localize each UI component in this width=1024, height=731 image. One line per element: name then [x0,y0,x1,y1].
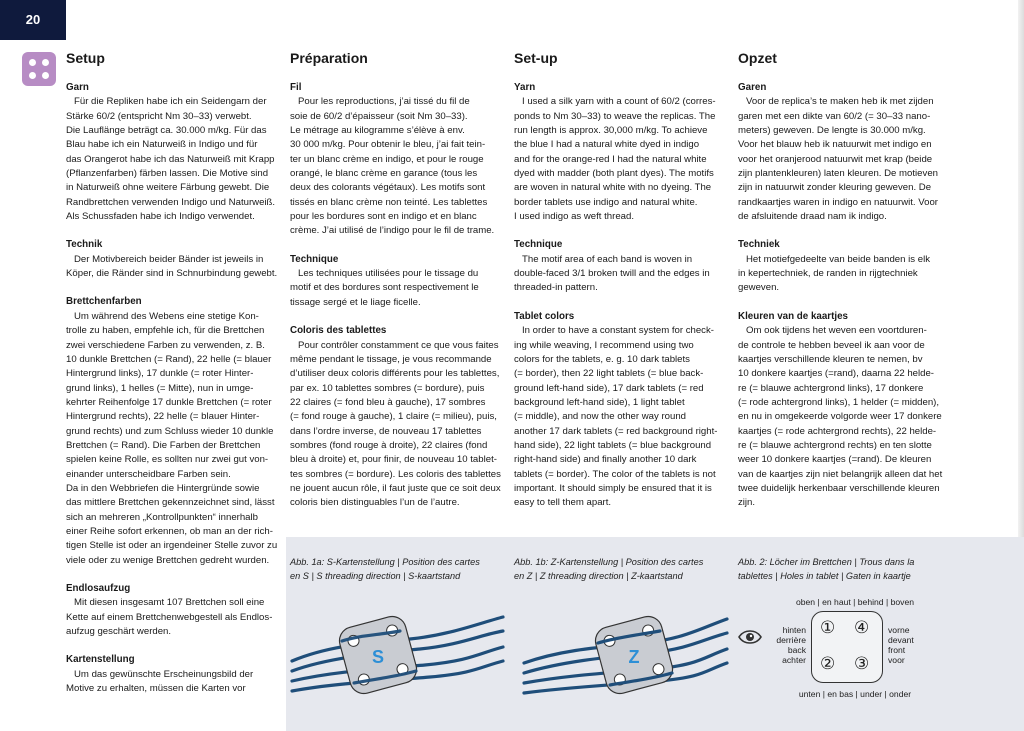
figure-2 [738,555,958,713]
column-heading: Préparation [290,50,368,66]
section-title: Kleuren van de kaartjes [738,310,848,322]
section-title: Coloris des tablettes [290,325,387,337]
section-text: Om ook tijdens het weven een voortduren- de controle te hebben beveel ik aan voor de kaartjes verschillende kleuren te nemen, bv 10 donkere kaartjes (=rand), daarna 22 helde- re (= blauwe achtergrond links), 17 donkere (= rode achtergrond links), 1 helder (= midden), en nu in omgekeerde volgorde weer 17 donkere kaartjes (= rode achtergrond rechts), 22 helde- re (= blauwe achtergrond rechts) en ten slotte weer 10 donkere kaartjes (=rand). De kleuren van de kaartjes zijn niet belangrijk alleen dat het twee duidelijk herkenbaar verschillende kleuren zijn. [738,325,943,509]
column-heading: Set-up [514,50,558,66]
column-french [290,48,505,525]
hole-3: ③ [854,654,870,673]
section-title: Technique [290,253,339,265]
z-threading-illustration [514,583,729,713]
section-text: Um während des Webens eine stetige Kon- trolle zu haben, empfehle ich, für die Brettchen zwei verschiedene Farben zu verwenden, z. B. 10 dunkle Brettchen (= Rand), 22 helle (= blauer Hintergrund links), 17 dunkle (= roter Hinter- grund links), 1 helles (= Mitte), nun in umge- kehrter Reihenfolge 17 dunkle Brettchen (= roter Hintergrund rechts), 22 helle (= blauer Hinter- grund rechts) und zum Schluss wieder 10 dunkle Brettchen (= Rand). Die Farben der Brettchen spielen keine Rolle, es sollten nur zwei gut von- einander unterscheidbare Farben sein. Da in den Webbriefen die Hintergründe sowie das mittlere Brettchen gekennzeichnet sind, lässt sich an mehreren „Kontrollpunkten“ innerhalb einer Reihe sofort erkennen, ob man an der rich- tigen Stelle ist oder an irgendeiner Stelle zuvor zu viele oder zu wenige Brettchen gedreht wurden. [66,310,278,566]
section-title: Brettchenfarben [66,296,142,308]
hole-1: ① [820,618,836,637]
section-text: Pour contrôler constamment ce que vous faites même pendant le tissage, je vous recommande d’utiliser deux coloris différents pour les tablettes, par ex. 10 tablettes sombres (= bordure), puis 22 claires (= fond bleu à gauche), 17 sombres (= fond rouge à gauche), 1 claire (= milieu), puis, dans l’ordre inverse, de nouveau 17 tablettes sombres (fond rouge à droite), 22 claires (fond bleu à droite) et, pour finir, de nouveau 10 tablet- tes sombres (= bordure). Les coloris des tablettes ne jouent aucun rôle, il faut juste que ce soit deux coloris bien distinguables l’un de l’autre. [290,339,501,509]
section-title: Tablet colors [514,310,575,322]
column-heading: Opzet [738,50,777,66]
figure-1a [290,555,505,713]
figure-caption: Abb. 1a: S-Kartenstellung | Position des cartes en S | S threading direction | S-kaartstand [290,557,480,581]
section-text: The motif area of each band is woven in double-faced 3/1 broken twill and the edges in threaded-in pattern. [514,253,710,294]
figure-1b [514,555,729,713]
eye-icon [738,627,760,649]
column-dutch [738,48,958,525]
section-title: Yarn [514,82,536,93]
column-english [514,48,729,525]
section-title: Endlosaufzug [66,583,131,594]
s-threading-illustration [290,583,505,713]
top-label: oben | en haut | behind | boven [795,597,915,607]
section-title: Techniek [738,239,780,251]
figure-caption: Abb. 2: Löcher im Brettchen | Trous dans la tablettes | Holes in tablet | Gaten in kaartje [738,557,915,581]
left-label: hinten derrière back achter [776,625,806,665]
section-title: Garn [66,82,89,93]
hole-2: ② [820,654,836,673]
column-german [66,48,281,710]
figure-caption: Abb. 1b: Z-Kartenstellung | Position des cartes en Z | Z threading direction | Z-kaartstand [514,557,704,581]
section-text: Les techniques utilisées pour le tissage du motif et des bordures sont respectivement le tissage sergé et le liage ficelle. [290,268,479,308]
section-text: Um das gewünschte Erscheinungsbild der Motive zu erhalten, müssen die Karten vor [66,668,254,695]
threading-letter: S [371,647,385,667]
section-text: In order to have a constant system for check- ing while weaving, I recommend using two colors for the tablets, e. g. 10 dark tablets (= border), then 22 light tablets (= blue back- ground left-hand side), 17 dark tablets (= red background left-hand side), 1 light tablet (= middle), and now the other way round another 17 dark tablets (= red background right- hand side), 22 light tablets (= blue background right-hand side) and finally another 10 dark tablets (= border). The color of the tablets is not important. It should simply be ensured that it is easy to tell them apart. [514,325,718,509]
section-title: Technik [66,239,103,251]
tablet-logo-icon [22,52,56,86]
column-heading: Setup [66,50,105,66]
section-title: Kartenstellung [66,654,135,666]
section-text: Pour les reproductions, j’ai tissé du fil de soie de 60/2 d’épaisseur (soit Nm 30–33). Le métrage au kilogramme s’élève à env. 30 000 m/kg. Pour obtenir le bleu, j’ai fait tein- ter un blanc crème en indigo, et pour le rouge orangé, le blanc crème en garance (tous les deux des colorants végétaux). Les motifs sont tissés en blanc crème non teinté. Les tablettes pour les bordures sont en indigo et en blanc crème. J’ai utilisé de l’indigo pour le fil de trame. [290,96,495,237]
section-text: Mit diesen insgesamt 107 Brettchen soll eine Kette auf einem Brettchenwebgestell als Endlos- aufzug geschärt werden. [66,597,273,638]
section-text: Für die Repliken habe ich ein Seidengarn der Stärke 60/2 (entspricht Nm 30–33) verwebt. Die Lauflänge beträgt ca. 30.000 m/kg. Für das Blau habe ich ein Naturweiß in Indigo und für das Orangerot habe ich das Naturweiß mit Krapp (Pflanzenfarben) färben lassen. Die Motive sind in Naturweiß ohne weitere Färbung gewebt. Die Randbrettchen verwenden Indigo und Naturweiß. Als Schussfaden habe ich Indigo verwendet. [66,96,276,223]
tablet-hole-diagram [811,611,883,683]
bottom-label: unten | en bas | under | onder [798,689,912,699]
right-label: vorne devant front voor [888,625,914,665]
section-text: Der Motivbereich beider Bänder ist jeweils in Köper, die Ränder sind in Schnurbindung gewebt. [66,253,278,280]
hole-4: ④ [854,618,870,637]
section-text: Het motiefgedeelte van beide banden is elk in kepertechniek, de randen in rijgtechniek geweven. [738,253,931,294]
section-text: I used a silk yarn with a count of 60/2 (corres- ponds to Nm 30–33) to weave the replicas. The run length is approx. 30,000 m/kg. To achieve the blue I had a natural white dyed in indigo and for the orange-red I had the natural white dyed with madder (both plant dyes). The motifs are woven in natural white with no dyeing. The border tablets use indigo and natural white. I used indigo as weft thread. [514,96,716,223]
section-title: Technique [514,239,563,251]
section-title: Garen [738,82,767,93]
threading-letter: Z [628,647,640,667]
section-text: Voor de replica’s te maken heb ik met zijden garen met een dikte van 60/2 (= 30–33 nano- meters) geweven. De lengte is 30.000 m/kg. Voor het blauw heb ik natuurwit met indigo en voor het oranjerood natuurwit met krap (beide zijn plantenkleuren) laten kleuren. De motieven zijn in natuurwit zonder kleuring geweven. De randkaartjes waren in indigo en natuurwit. Voor de afsluitende draad nam ik indigo. [738,96,938,223]
section-title: Fil [290,82,302,93]
page-number: 20 [0,0,66,40]
